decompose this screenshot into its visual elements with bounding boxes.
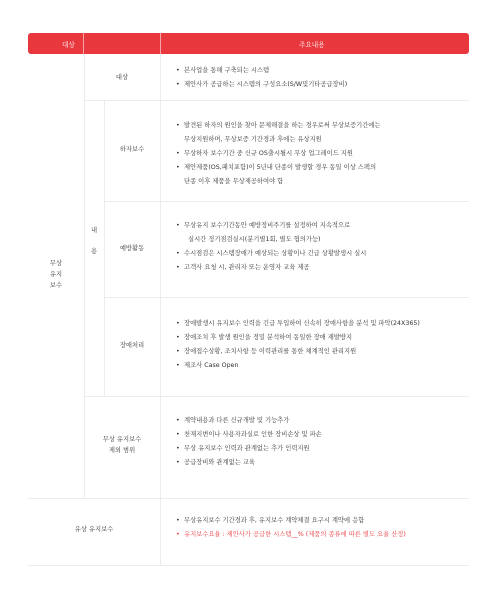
list-item: • 발견된 하자의 원인을 찾아 문제해결을 하는 경우로써 무상보증기간에는: [176, 119, 381, 133]
row-divider: [104, 297, 469, 298]
list-item: • 수시점검은 시스템장애가 예상되는 상황이나 긴급 상황발생시 실시: [176, 247, 366, 261]
header-divider: [160, 33, 161, 54]
list-item: • 본사업을 통해 구축되는 시스템: [176, 64, 347, 78]
paid-list: [176, 514, 406, 542]
row-label-failure: 장애처리: [119, 342, 145, 349]
rate-note: • 유지보수요율 : 제안사가 공급한 시스템__% (제품의 종류에 따른 별도 요율 산정): [176, 528, 406, 542]
row-label-target: 대상: [115, 74, 129, 81]
list-item: • 제조사 Case Open: [176, 359, 420, 373]
list-item: • 무상하자 보수기간 중 신규 OS출시될시 무상 업그레이드 지원: [176, 147, 381, 161]
row-label-excluded: 무상 유지보수 제외 범위: [102, 436, 142, 454]
list-item: 단종 이후 제품을 무상제공하여야 함: [184, 178, 284, 185]
list-item: • 장애조치 후 발생 원인을 정밀 분석하여 동일한 장애 재발방지: [176, 331, 420, 345]
list-item: • 공급장비와 관계없는 교육: [176, 456, 322, 470]
row-divider: [28, 565, 469, 566]
list-item: • 장애발생시 유지보수 인력을 긴급 투입하여 신속히 장애사항을 분석 및 파악(24X365): [176, 317, 420, 331]
content-label: 내 용: [90, 227, 98, 255]
preventive-list: [176, 219, 366, 275]
excluded-list: [176, 414, 322, 470]
column-divider: [84, 54, 85, 498]
list-item: • 제안사가 공급하는 시스템의 구성요소(S/W및기타공급장비): [176, 78, 347, 92]
list-item: • 무상유지 보수기간동안 예방정비주기를 설정하여 지속적으로: [176, 219, 366, 233]
table-header: [28, 33, 469, 54]
row-divider: [84, 396, 469, 397]
row-divider: [28, 498, 469, 499]
list-item: • 무상유지보수 기간경과 후, 유지보수 계약체결 요구시 계약에 응함: [176, 514, 406, 528]
list-item: • 계약내용과 다른 신규개발 및 기능추가: [176, 414, 322, 428]
row-label-preventive: 예방활동: [119, 245, 145, 252]
row-label-paid: 유상 유지보수: [74, 526, 114, 533]
header-target: 대상: [62, 41, 75, 49]
list-item: 무상지원하며, 무상보증 기간경과 후에는 유상지원: [184, 136, 322, 143]
header-divider: [83, 33, 84, 54]
header-main-content: 주요내용: [299, 41, 325, 49]
failure-list: [176, 317, 420, 373]
list-item: • 제안제품(OS,패치포함)이 5년내 단종이 발생할 경우 동일 이상 스펙의: [176, 161, 381, 175]
list-item: • 천재지변이나 사용자과실로 인한 장비손상 및 파손: [176, 428, 322, 442]
list-item: • 무상 유지보수 인력과 관계없는 추가 인력지원: [176, 442, 322, 456]
list-item: • 고객사 요청 시, 관리자 또는 운영자 교육 제공: [176, 261, 366, 275]
row-divider: [84, 100, 469, 101]
column-divider: [160, 54, 161, 565]
list-item: • 장애접수상황, 조치사항 등 이력관리를 통한 체계적인 관리지원: [176, 345, 420, 359]
target-list: [176, 64, 347, 92]
free-maintenance-label: 무상 유지 보수: [49, 260, 63, 289]
row-divider: [104, 201, 469, 202]
row-label-defect: 하자보수: [119, 146, 145, 153]
defect-list: [176, 119, 381, 189]
list-item: 실시간 정기점검실시(분기별1회, 별도 협의가능): [188, 236, 321, 243]
